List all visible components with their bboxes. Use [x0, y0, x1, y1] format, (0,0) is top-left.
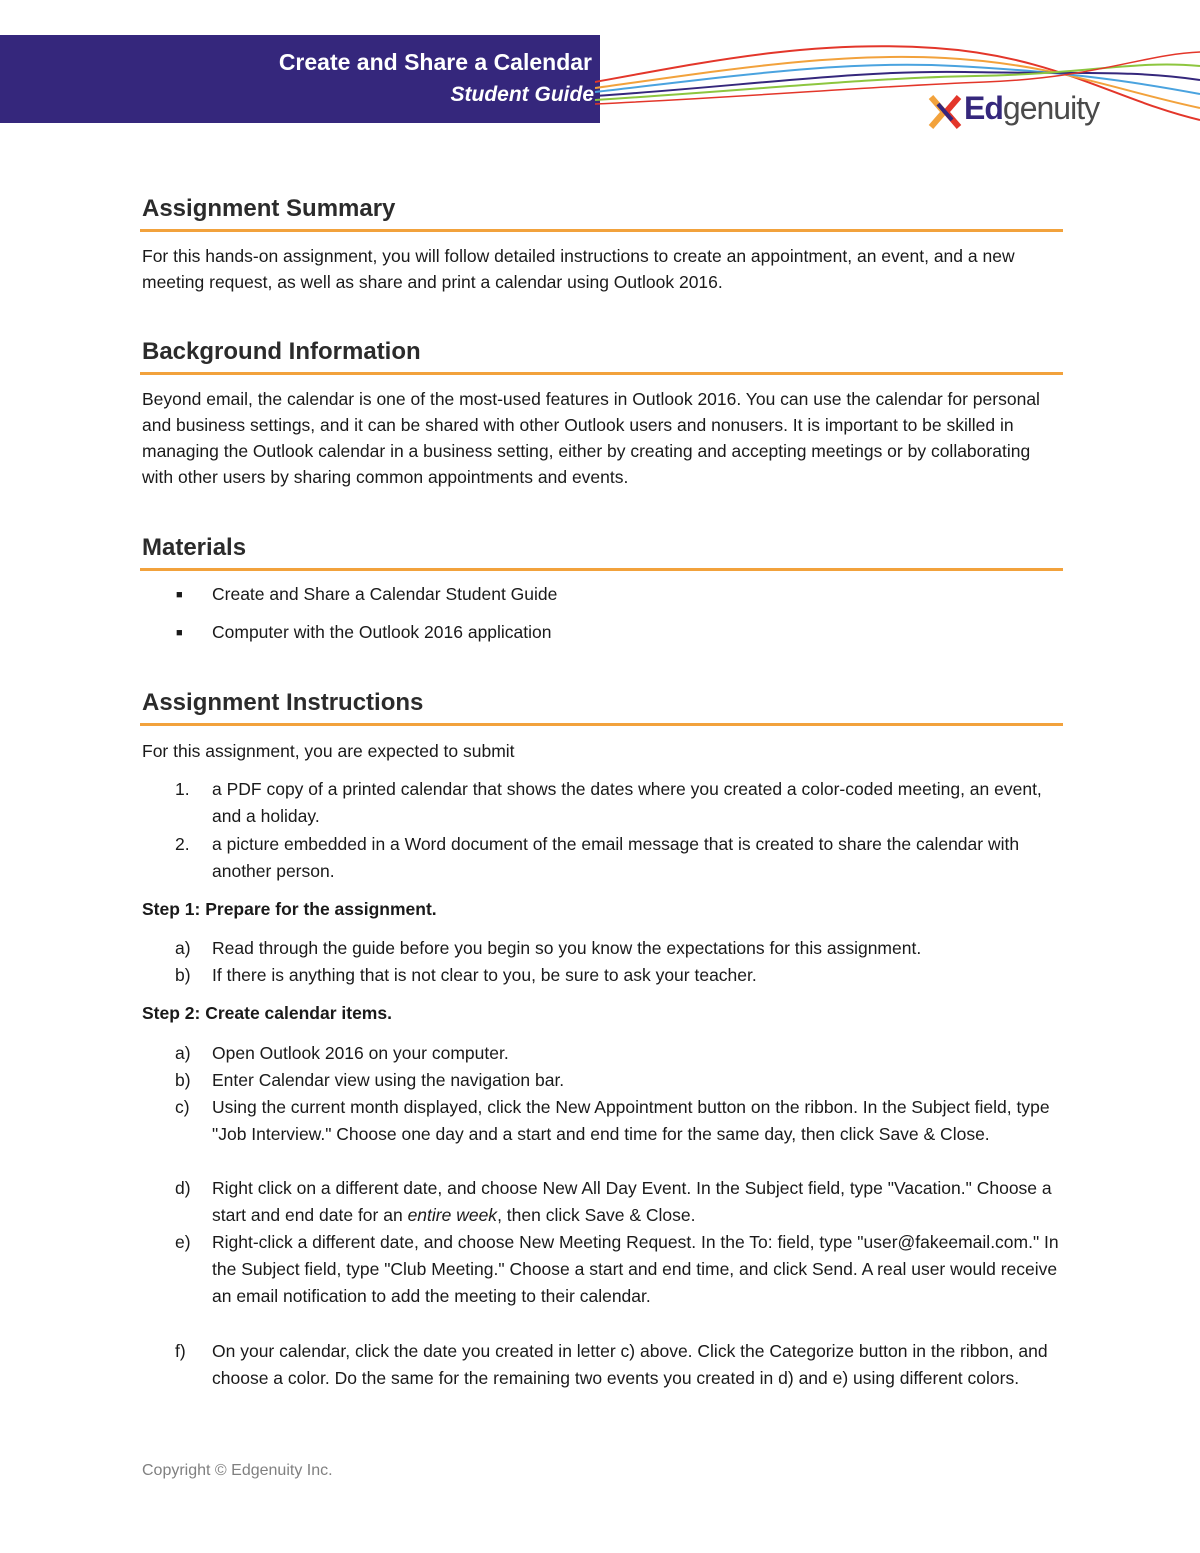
- decorative-waves: [595, 30, 1200, 130]
- section-heading-materials: Materials: [142, 534, 247, 561]
- bullet-icon: ■: [176, 627, 183, 639]
- summary-text: For this hands-on assignment, you will follow detailed instructions to create an appointment, an event, and a new meeting request, as well as share and print a calendar using Outlook 2016.: [142, 246, 1015, 292]
- section-divider: [140, 372, 1063, 375]
- bullet-icon: ■: [176, 589, 183, 601]
- section-heading-background: Background Information: [142, 338, 421, 365]
- copyright-footer: Copyright © Edgenuity Inc.: [142, 1462, 333, 1479]
- header-banner: [0, 35, 600, 123]
- logo-wordmark: Edgenuity: [964, 90, 1100, 126]
- step-1-heading: Step 1: Prepare for the assignment.: [142, 899, 437, 919]
- document-subtitle: Student Guide: [450, 83, 594, 106]
- step-2-heading: Step 2: Create calendar items.: [142, 1003, 392, 1023]
- section-divider: [140, 723, 1063, 726]
- section-divider: [140, 568, 1063, 571]
- section-heading-instructions: Assignment Instructions: [142, 689, 424, 716]
- background-text: Beyond email, the calendar is one of the most-used features in Outlook 2016. You can use the calendar for personal and business settings, and it can be shared with other Outlook users and nonusers. It is important to be skilled in managing the Outlook calendar in a business setting, either by creating and accepting meetings or by collaborating with other users by sharing common appointments and events.: [142, 389, 1040, 487]
- instructions-intro: For this assignment, you are expected to submit: [142, 741, 515, 761]
- edgenuity-logo: [928, 90, 1100, 134]
- document-title: Create and Share a Calendar: [278, 49, 592, 75]
- emphasis-text: entire week: [407, 1205, 498, 1225]
- logo-x-icon: [928, 94, 962, 130]
- section-divider: [140, 229, 1063, 232]
- section-heading-summary: Assignment Summary: [142, 195, 396, 222]
